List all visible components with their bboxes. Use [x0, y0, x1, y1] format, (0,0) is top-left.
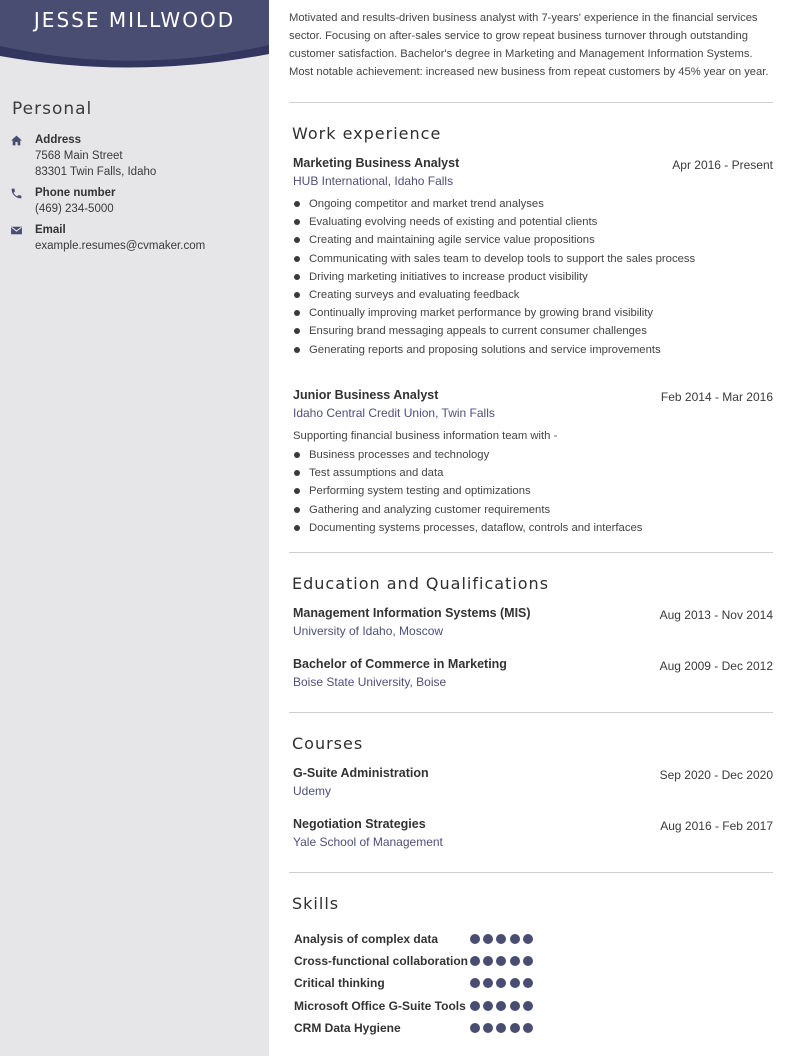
rating-dot	[496, 934, 506, 944]
degree-dates: Aug 2013 - Nov 2014	[659, 608, 773, 622]
mail-icon	[10, 222, 35, 254]
rating-dot	[523, 978, 533, 988]
candidate-name: JESSE MILLWOOD	[33, 8, 236, 32]
skill-rating	[470, 1001, 536, 1011]
rating-dot	[510, 1023, 520, 1033]
address-block	[10, 132, 260, 180]
skill-row	[294, 1017, 536, 1039]
rating-dot	[483, 934, 493, 944]
degree-school: University of Idaho, Moscow	[293, 624, 444, 638]
rating-dot	[523, 934, 533, 944]
skill-name: Cross-functional collaboration	[294, 954, 469, 969]
rating-dot	[496, 956, 506, 966]
rating-dot	[496, 978, 506, 988]
course-provider: Udemy	[293, 784, 332, 798]
list-item: Creating surveys and evaluating feedback	[293, 286, 695, 304]
rating-dot	[483, 1001, 493, 1011]
divider	[289, 552, 773, 553]
rating-dot	[523, 1023, 533, 1033]
job-duties	[293, 446, 642, 537]
rating-dot	[470, 978, 480, 988]
divider	[289, 712, 773, 713]
list-item: Ongoing competitor and market trend analyses	[293, 195, 695, 213]
course-dates: Aug 2016 - Feb 2017	[660, 819, 773, 833]
rating-dot	[510, 978, 520, 988]
degree-school: Boise State University, Boise	[293, 675, 447, 689]
education-heading: Education and Qualifications	[292, 574, 550, 593]
skills-list	[294, 928, 536, 1039]
skill-rating	[470, 978, 536, 988]
skill-row	[294, 972, 536, 994]
phone-value: (469) 234-5000	[35, 203, 114, 215]
email-label: Email	[35, 224, 66, 236]
address-line2: 83301 Twin Falls, Idaho	[35, 166, 157, 178]
rating-dot	[470, 934, 480, 944]
job-dates: Feb 2014 - Mar 2016	[660, 390, 773, 404]
rating-dot	[483, 956, 493, 966]
list-item: Performing system testing and optimizations	[293, 482, 642, 500]
skill-row	[294, 928, 536, 950]
rating-dot	[523, 1001, 533, 1011]
degree-title: Bachelor of Commerce in Marketing	[293, 657, 507, 671]
skill-rating	[470, 956, 536, 966]
skill-row	[294, 950, 536, 972]
job-title: Marketing Business Analyst	[293, 156, 460, 170]
list-item: Continually improving market performance by growing brand visibility	[293, 304, 695, 322]
job-title: Junior Business Analyst	[293, 388, 439, 402]
job-intro: Supporting financial business information team with -	[293, 430, 558, 442]
rating-dot	[470, 956, 480, 966]
rating-dot	[523, 956, 533, 966]
phone-label: Phone number	[35, 187, 116, 199]
course-title: G-Suite Administration	[293, 766, 429, 780]
phone-block	[10, 185, 260, 217]
list-item: Ensuring brand messaging appeals to current consumer challenges	[293, 322, 695, 340]
skill-name: Microsoft Office G-Suite Tools	[294, 998, 466, 1013]
email-value[interactable]: example.resumes@cvmaker.com	[35, 240, 206, 252]
skills-heading: Skills	[292, 894, 340, 913]
personal-heading: Personal	[12, 99, 93, 119]
list-item: Gathering and analyzing customer requirements	[293, 501, 642, 519]
rating-dot	[496, 1001, 506, 1011]
rating-dot	[470, 1001, 480, 1011]
list-item: Communicating with sales team to develop tools to support the sales process	[293, 250, 695, 268]
rating-dot	[470, 1023, 480, 1033]
rating-dot	[483, 978, 493, 988]
list-item: Generating reports and proposing solutions and service improvements	[293, 341, 695, 359]
rating-dot	[510, 1001, 520, 1011]
list-item: Documenting systems processes, dataflow, controls and interfaces	[293, 519, 642, 537]
profile-summary: Motivated and results-driven business analyst with 7-years' experience in the financial services sector. Focusing on after-sales service to grow repeat business turnover through outstanding customer satisfaction. Bachelor's degree in Marketing and Management Information Systems. Most notable achievement: increased new business from repeat customers by 45% year on year.	[289, 12, 769, 78]
job-company: HUB International, Idaho Falls	[293, 174, 454, 188]
sidebar	[0, 0, 269, 1056]
address-label: Address	[35, 134, 82, 146]
job-company: Idaho Central Credit Union, Twin Falls	[293, 406, 495, 420]
course-provider: Yale School of Management	[293, 835, 443, 849]
course-title: Negotiation Strategies	[293, 817, 426, 831]
skill-name: Critical thinking	[294, 976, 385, 991]
job-dates: Apr 2016 - Present	[672, 158, 773, 172]
list-item: Business processes and technology	[293, 446, 642, 464]
skill-name: Analysis of complex data	[294, 932, 439, 947]
skill-name: CRM Data Hygiene	[294, 1020, 401, 1035]
rating-dot	[496, 1023, 506, 1033]
rating-dot	[510, 956, 520, 966]
list-item: Driving marketing initiatives to increase product visibility	[293, 268, 695, 286]
work-heading: Work experience	[292, 124, 442, 143]
home-icon	[10, 132, 35, 180]
skill-row	[294, 995, 536, 1017]
list-item: Creating and maintaining agile service value propositions	[293, 231, 695, 249]
divider	[289, 872, 773, 873]
course-dates: Sep 2020 - Dec 2020	[659, 768, 773, 782]
skill-rating	[470, 934, 536, 944]
phone-icon	[10, 185, 35, 217]
list-item: Test assumptions and data	[293, 464, 642, 482]
degree-dates: Aug 2009 - Dec 2012	[659, 659, 773, 673]
list-item: Evaluating evolving needs of existing and potential clients	[293, 213, 695, 231]
degree-title: Management Information Systems (MIS)	[293, 606, 531, 620]
courses-heading: Courses	[292, 734, 364, 753]
job-duties	[293, 195, 695, 359]
skill-rating	[470, 1023, 536, 1033]
rating-dot	[483, 1023, 493, 1033]
address-line1: 7568 Main Street	[35, 150, 123, 162]
rating-dot	[510, 934, 520, 944]
divider	[289, 102, 773, 103]
email-block	[10, 222, 260, 254]
